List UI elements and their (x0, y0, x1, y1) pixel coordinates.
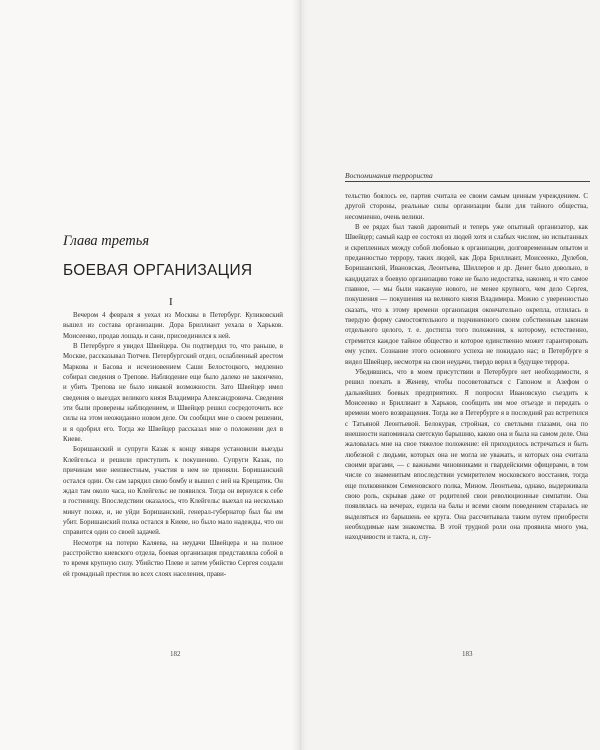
section-number: I (169, 296, 173, 308)
paragraph: В ее рядах был такой даровитый и теперь уже опытный организатор, как Швейцер; самый кадр ее состоял из людей хотя и слабых числом, но испытанных и скрепленных между собой любовью к организации, долговременным опытом и преданностью террору, таких людей, как Дора Бриллиант, Моисеенко, Дулебов, Боришанский, Ивановская, Леонтьева, Шиллеров и др. Денег было довольно, в кандидатах в боевую организацию тоже не было недостатка, наконец, и что самое главное, — мы были накануне нового, не менее крупного, чем дело Сергея, покушения — покушения на великого князя Владимира. Можно с уверенностью сказать, что к этому времени организация окончательно окрепла, отлилась в твердую форму самостоятельного и подчиненного своим собственным законам отдельного целого, т. е. достигла того положения, к которому, естественно, стремится каждое тайное общество и которое единственно может гарантировать ему успех. Сознание этого основного успеха не покидало нас; в Петербурге я видел Швейцер, несмотря на свои неудачи, твердо верил в будущее террора. (345, 224, 588, 366)
page-number-right: 183 (462, 650, 473, 658)
paragraph: Несмотря на потерю Каляева, на неудачи Швейцера и на полное расстройство киевского отдела, боевая организация представляла собой в то время крупную силу. Убийство Плеве и затем убийство Сергея создали ей громадный престиж во всех слоях населения, прави- (63, 539, 283, 578)
right-page-text (345, 192, 588, 544)
running-head-rule (345, 181, 590, 182)
paragraph: Убедившись, что в моем присутствии в Петербурге нет необходимости, я решил поехать в Женеву, чтобы посоветоваться с Гапоном и Азефом о дальнейших боевых предприятиях. Я попросил Ивановскую съездить к Моисеенко и Бриллиант в Харьков, сообщить им мое отъезде и передать о времени моего возвращения. Тогда же в Петербурге я в последний раз встретился с Татьяной Леонтьевой. Белокурая, стройная, со светлыми глазами, она по внешности напоминала светскую барышню, какою она и была на самом деле. Она жаловалась мне на свое тяжелое положение: ей приходилось встречаться и быть любезной с людьми, которых она не могла не уважать, и которых она считала своими врагами, — с важными чиновниками и гвардейскими офицерами, в том числе со знаменитым впоследствии усмирителем московского восстания, тогда еще полковником Семеновского полка, Мином. Леонтьева, однако, выдерживала свою роль, скрывая даже от родителей свои революционные симпатии. Она появлялась на вечерах, ездила на балы и всеми своим поведением старалась не выделяться из барышень ее круга. Она рассчитывала таким путем приобрести необходимые нам знакомства. В этой трудной роли она проявила много ума, находчивости и такта, и, слу- (345, 368, 588, 542)
paragraph: тельство боялось ее, партия считала ее своим самым ценным учреждением. С другой стороны, реальные силы организации были для тайного общества, несомненно, очень велики. (345, 193, 588, 221)
chapter-label: Глава третья (63, 233, 150, 249)
paragraph: В Петербурге я увидел Швейцера. Он подтвердил то, что раньше, в Москве, рассказывал Тютчев. Петербургский отдел, ослабленный арестом Маркова и Басова и исчезновением Саши Белостоцкого, медленно собирал сведения о Трепове. Наблюдение еще было далеко не закончено, и убить Трепова не было никакой возможности. Зато Швейцер имел сведения о выездах великого князя Владимира Александровича. Сведения эти были проверены наблюдением, и Швейцер решил сосредоточить все силы на этом неожиданно новом деле. Он сообщил мне о своем решении, и я одобрил его. Тогда же Швейцер рассказал мне о положении дел в Киеве. (63, 343, 283, 444)
chapter-title: БОЕВАЯ ОРГАНИЗАЦИЯ (63, 262, 253, 279)
paragraph: Боришанский и супруги Казак к концу января установили выезды Клейгельса и решили приступить к покушению. Супруги Казак, по причинам мне неизвестным, участия в нем не приняли. Боришанский остался один. Он сам зарядил свою бомбу и вышел с ней на Крещатик. Он ждал там около часа, но Клейгельс не появился. Тогда он вернулся к себе в гостиницу. Впоследствии оказалось, что Клейгельс выехал на несколько минут позже, и, не уйди Боришанский, генерал-губернатор был бы им убит. Боришанский полка остался в Киеве, но было мало надежды, что он справится один со своей задачей. (63, 446, 283, 537)
paragraph: Вечером 4 февраля я уехал из Москвы в Петербург. Куликовский вышел из состава организации. Дора Бриллиант уехала в Харьков. Моисеенко, продав лошадь и сани, присоединился к ней. (63, 312, 283, 340)
left-page-text (63, 311, 283, 580)
page-number-left: 182 (170, 650, 181, 658)
running-head-text: Воспоминания террориста (345, 171, 433, 180)
